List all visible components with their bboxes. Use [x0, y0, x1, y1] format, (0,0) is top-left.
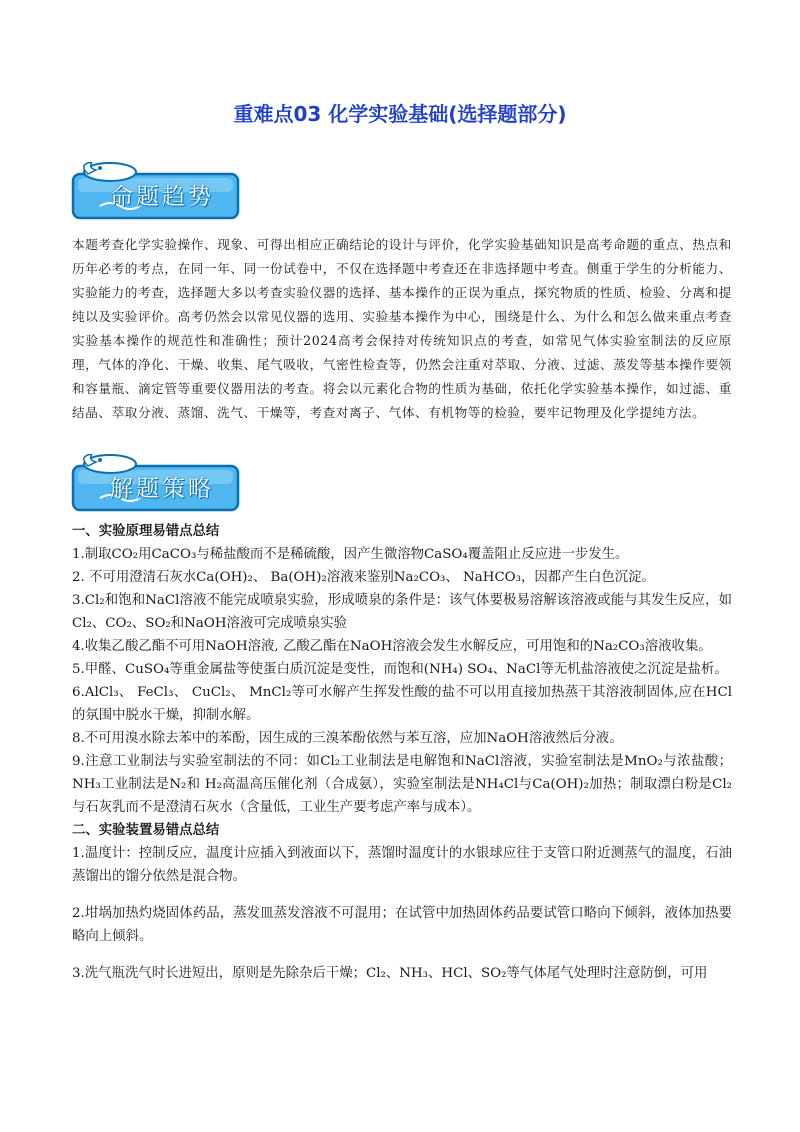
section-heading: 一、实验原理易错点总结 — [72, 524, 220, 539]
list-item: 1.温度计：控制反应，温度计应插入到液面以下，蒸馏时温度计的水银球应往于支管口附近测蒸气的温度，石油蒸馏出的馏分依然是混合物。 — [72, 846, 732, 884]
list-item: 8.不可用溴水除去苯中的苯酚，因生成的三溴苯酚依然与苯互溶，应加NaOH溶液然后分液。 — [72, 731, 623, 746]
banner-label: 命题趋势 — [110, 183, 214, 210]
section-banner-trend — [70, 162, 242, 218]
list-item: 2. 不可用澄清石灰水Ca(OH)₂、 Ba(OH)₂溶液来鉴别Na₂CO₃、 NaHCO₃，因都产生白色沉淀。 — [72, 570, 655, 585]
trend-paragraph: 本题考查化学实验操作、现象、可得出相应正确结论的设计与评价，化学实验基础知识是高考命题的重点、热点和历年必考的考点，在同一年、同一份试卷中，不仅在选择题中考查还在非选择题中考查。侧重于学生的分析能力、实验能力的考查，选择题大多以考查实验仪器的选择、基本操作的正误为重点，探究物质的性质、检验、分离和提纯以及实验评价。高考仍然会以常见仪器的选用、实验基本操作为中心，围绕是什么、为什么和怎么做来重点考查实验基本操作的规范性和准确性；预计2024高考会保持对传统知识点的考查，如常见气体实验室制法的反应原理，气体的净化、干燥、收集、尾气吸收，气密性检查等，仍然会注重对萃取、分液、过滤、蒸发等基本操作要领和容量瓶、滴定管等重要仪器用法的考查。将会以元素化合物的性质为基础，依托化学实验基本操作，如过滤、重结晶、萃取分液、蒸馏、洗气、干燥等，考查对离子、气体、有机物等的检验，要牢记物理及化学提纯方法。 — [72, 237, 732, 420]
list-item: 4.收集乙酸乙酯不可用NaOH溶液, 乙酸乙酯在NaOH溶液会发生水解反应，可用饱和的Na₂CO₃溶液收集。 — [72, 639, 712, 654]
list-item: 2.坩埚加热灼烧固体药品，蒸发皿蒸发溶液不可混用；在试管中加热固体药品要试管口略向下倾斜，液体加热要略向上倾斜。 — [72, 906, 732, 944]
list-item: 9.注意工业制法与实验室制法的不同：如Cl₂工业制法是电解饱和NaCl溶液，实验室制法是MnO₂与浓盐酸；NH₃工业制法是N₂和 H₂高温高压催化剂（合成氨），实验室制法是NH₄Cl与Ca(OH)₂加热；制取漂白粉是Cl₂与石灰乳而不是澄清石灰水（含量低，工业生产要考虑产率与成本）。 — [72, 754, 732, 815]
strategy-content — [72, 520, 732, 985]
list-item: 3.Cl₂和饱和NaCl溶液不能完成喷泉实验，形成喷泉的条件是：该气体要极易溶解该溶液或能与其发生反应，如Cl₂、CO₂、SO₂和NaOH溶液可完成喷泉实验 — [72, 593, 732, 631]
section-banner-strategy — [70, 454, 242, 510]
list-item: 1.制取CO₂用CaCO₃与稀盐酸而不是稀硫酸，因产生微溶物CaSO₄覆盖阻止反应进一步发生。 — [72, 547, 629, 562]
section-heading: 二、实验装置易错点总结 — [72, 823, 220, 838]
list-item: 5.甲醛、CuSO₄等重金属盐等使蛋白质沉淀是变性，而饱和(NH₄) SO₄、NaCl等无机盐溶液使之沉淀是盐析。 — [72, 662, 728, 677]
document-title: 重难点03 化学实验基础(选择题部分) — [233, 102, 567, 126]
list-item: 6.AlCl₃、 FeCl₃、 CuCl₂、 MnCl₂等可水解产生挥发性酸的盐不可以用直接加热蒸干其溶液制固体,应在HCl的氛围中脱水干燥，抑制水解。 — [72, 685, 732, 723]
list-item: 3.洗气瓶洗气时长进短出，原则是先除杂后干燥；Cl₂、NH₃、HCl、SO₂等气体尾气处理时注意防倒，可用 — [72, 966, 708, 981]
banner-label: 解题策略 — [110, 475, 214, 502]
